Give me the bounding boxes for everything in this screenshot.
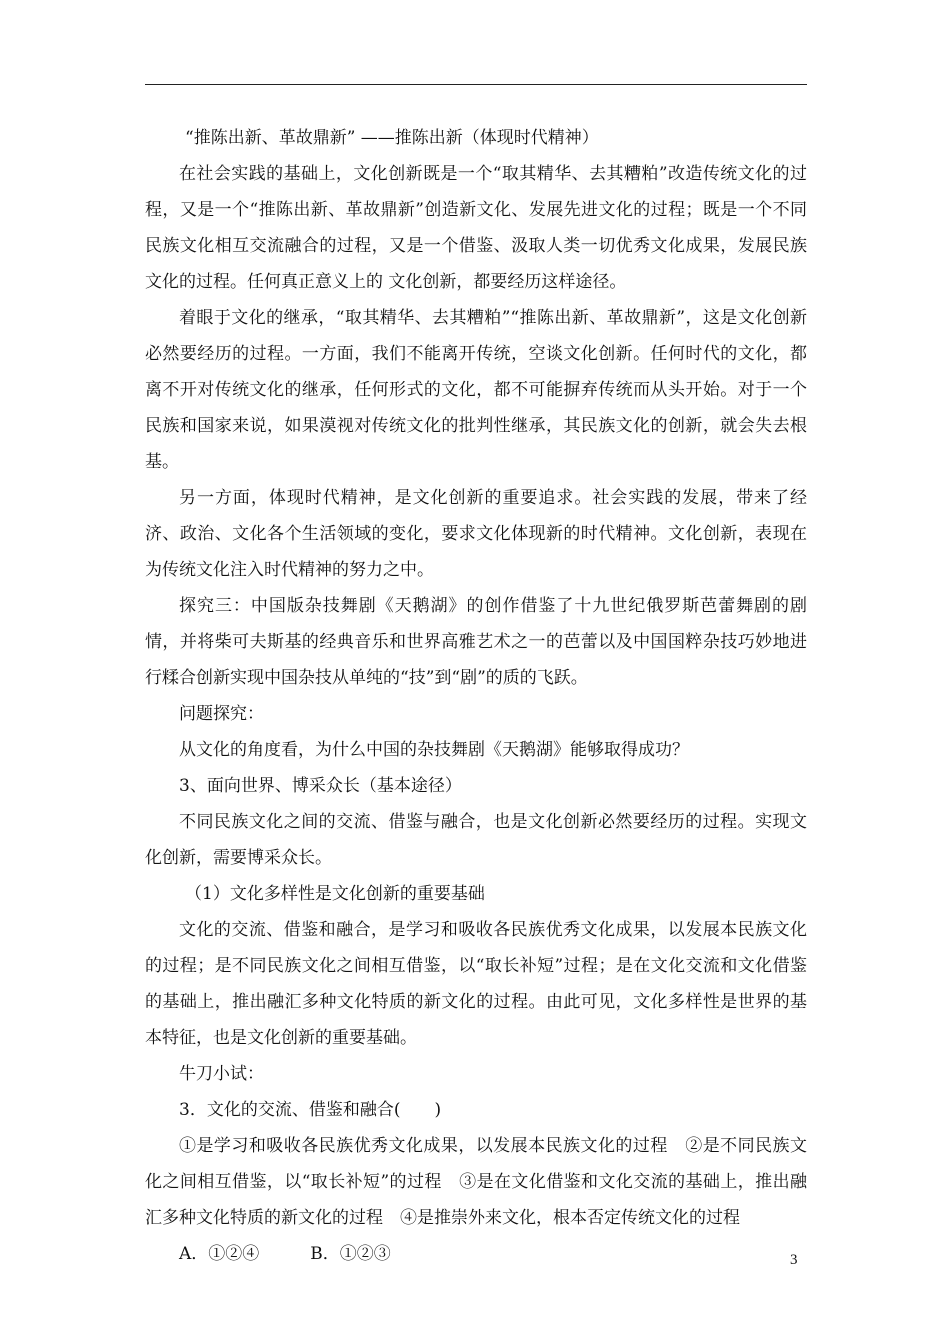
question-label: 问题探究： — [179, 704, 264, 724]
paragraph: 着眼于文化的继承，“取其精华、去其糟粕”“推陈出新、革故鼎新”，这是文化创新必然要经历的过程。一方面，我们不能离开传统，空谈文化创新。任何时代的文化，都离不开对传统文化的继承，任何形式的文化，都不可能摒弃传统而从头开始。对于一个民族和国家来说，如果漠视对传统文化的批判性继承，其民族文化的创新，就会失去根基。 — [145, 308, 807, 472]
question-stem: 3．文化的交流、借鉴和融合( ) — [179, 1100, 442, 1120]
paragraph: 不同民族文化之间的交流、借鉴与融合，也是文化创新必然要经历的过程。实现文化创新，需要博采众长。 — [145, 812, 807, 868]
paragraph: 在社会实践的基础上，文化创新既是一个“取其精华、去其糟粕”改造传统文化的过程，又是一个“推陈出新、革故鼎新”创造新文化、发展先进文化的过程；既是一个不同民族文化相互交流融合的过程，又是一个借鉴、汲取人类一切优秀文化成果，发展民族文化的过程。任何真正意义上的 文化创新，都要经历这样途径。 — [145, 164, 807, 292]
page-number: 3 — [790, 1252, 798, 1268]
practice-label: 牛刀小试： — [179, 1064, 264, 1084]
question-text: 从文化的角度看，为什么中国的杂技舞剧《天鹅湖》能够取得成功？ — [179, 740, 689, 760]
question-statements: ①是学习和吸收各民族优秀文化成果，以发展本民族文化的过程 ②是不同民族文化之间相互借鉴，以“取长补短”的过程 ③是在文化借鉴和文化交流的基础上，推出融汇多种文化特质的新文化的过程 ④是推崇外来文化，根本否定传统文化的过程 — [145, 1136, 807, 1228]
paragraph: 文化的交流、借鉴和融合，是学习和吸收各民族优秀文化成果，以发展本民族文化的过程；是不同民族文化之间相互借鉴，以“取长补短”过程；是在文化交流和文化借鉴的基础上，推出融汇多种文化特质的新文化的过程。由此可见，文化多样性是世界的基本特征，也是文化创新的重要基础。 — [145, 920, 807, 1048]
exploration-paragraph: 探究三：中国版杂技舞剧《天鹅湖》的创作借鉴了十九世纪俄罗斯芭蕾舞剧的剧情，并将柴可夫斯基的经典音乐和世界高雅艺术之一的芭蕾以及中国国粹杂技巧妙地进行糅合创新实现中国杂技从单纯的“技”到“剧”的质的飞跃。 — [145, 596, 807, 688]
answer-options: A．①②④ B．①②③ — [179, 1244, 391, 1264]
subsection-heading: （1）文化多样性是文化创新的重要基础 — [185, 884, 485, 904]
document-body — [145, 120, 807, 1272]
paragraph: 另一方面，体现时代精神，是文化创新的重要追求。社会实践的发展，带来了经济、政治、文化各个生活领域的变化，要求文化体现新的时代精神。文化创新，表现在为传统文化注入时代精神的努力之中。 — [145, 488, 807, 580]
section-heading: “推陈出新、革故鼎新” ——推陈出新（体现时代精神） — [185, 128, 599, 148]
header-rule — [145, 84, 807, 85]
section-heading: 3、面向世界、博采众长（基本途径） — [179, 776, 462, 796]
